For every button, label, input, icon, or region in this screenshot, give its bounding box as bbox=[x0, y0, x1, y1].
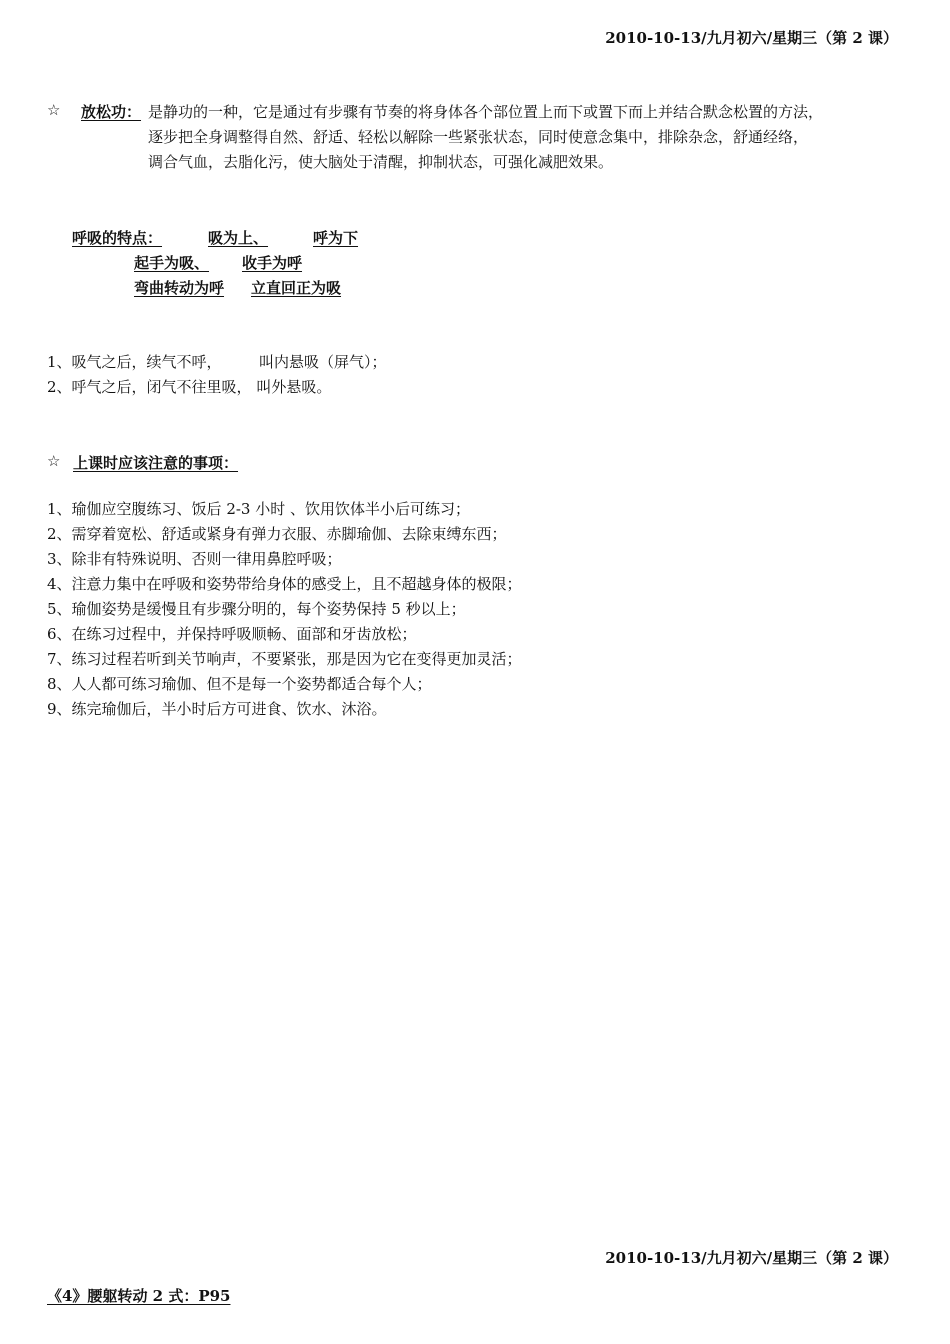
section-title: 《4》腰躯转动 2 式：P95 bbox=[47, 1287, 231, 1305]
star-icon: ☆ bbox=[47, 452, 61, 470]
breath-row2-b: 收手为呼 bbox=[242, 254, 303, 272]
relax-line-1: 是静功的一种，它是通过有步骤有节奏的将身体各个部位置上而下或置下而上并结合默念松置的方法， bbox=[148, 103, 824, 121]
list-item: 6、在练习过程中，并保持呼吸顺畅、面部和牙齿放松； bbox=[47, 625, 417, 643]
breath-row1-a: 吸为上、 bbox=[208, 229, 269, 247]
notes-title: 上课时应该注意的事项： bbox=[73, 454, 239, 472]
relax-title: 放松功： bbox=[81, 103, 142, 121]
list-item: 3、除非有特殊说明、否则一律用鼻腔呼吸； bbox=[47, 550, 342, 568]
list-item: 2、需穿着宽松、舒适或紧身有弹力衣服、赤脚瑜伽、去除束缚东西； bbox=[47, 525, 507, 543]
page-header-date-2: 2010-10-13/九月初六/星期三（第 2 课） bbox=[605, 1249, 898, 1267]
list-item: 9、练完瑜伽后，半小时后方可进食、饮水、沐浴。 bbox=[47, 700, 387, 718]
star-icon: ☆ bbox=[47, 101, 61, 119]
list-item: 7、练习过程若听到关节响声，不要紧张，那是因为它在变得更加灵活； bbox=[47, 650, 522, 668]
list-item: 5、瑜伽姿势是缓慢且有步骤分明的，每个姿势保持 5 秒以上； bbox=[47, 600, 466, 618]
breath-row1-b: 呼为下 bbox=[313, 229, 359, 247]
relax-line-3: 调合气血，去脂化污，使大脑处于清醒，抑制状态，可强化减肥效果。 bbox=[148, 153, 614, 171]
relax-line-2: 逐步把全身调整得自然、舒适、轻松以解除一些紧张状态，同时使意念集中，排除杂念，舒通经络， bbox=[148, 128, 809, 146]
list-item: 4、注意力集中在呼吸和姿势带给身体的感受上，且不超越身体的极限； bbox=[47, 575, 522, 593]
breath-title: 呼吸的特点： bbox=[72, 229, 163, 247]
breath-row2-a: 起手为吸、 bbox=[134, 254, 210, 272]
hold-line-2: 2、呼气之后，闭气不往里吸， 叫外悬吸。 bbox=[47, 378, 332, 396]
breath-row3-a: 弯曲转动为呼 bbox=[134, 279, 225, 297]
notes-list bbox=[47, 497, 522, 722]
hold-line-1a: 1、吸气之后，续气不呼， bbox=[47, 353, 222, 371]
hold-line-1b: 叫内悬吸（屏气）； bbox=[259, 353, 387, 371]
page-header-date: 2010-10-13/九月初六/星期三（第 2 课） bbox=[605, 29, 898, 47]
list-item: 8、人人都可练习瑜伽、但不是每一个姿势都适合每个人； bbox=[47, 675, 432, 693]
breath-row3-b: 立直回正为吸 bbox=[251, 279, 342, 297]
list-item: 1、瑜伽应空腹练习、饭后 2-3 小时 、饮用饮体半小后可练习； bbox=[47, 500, 471, 518]
